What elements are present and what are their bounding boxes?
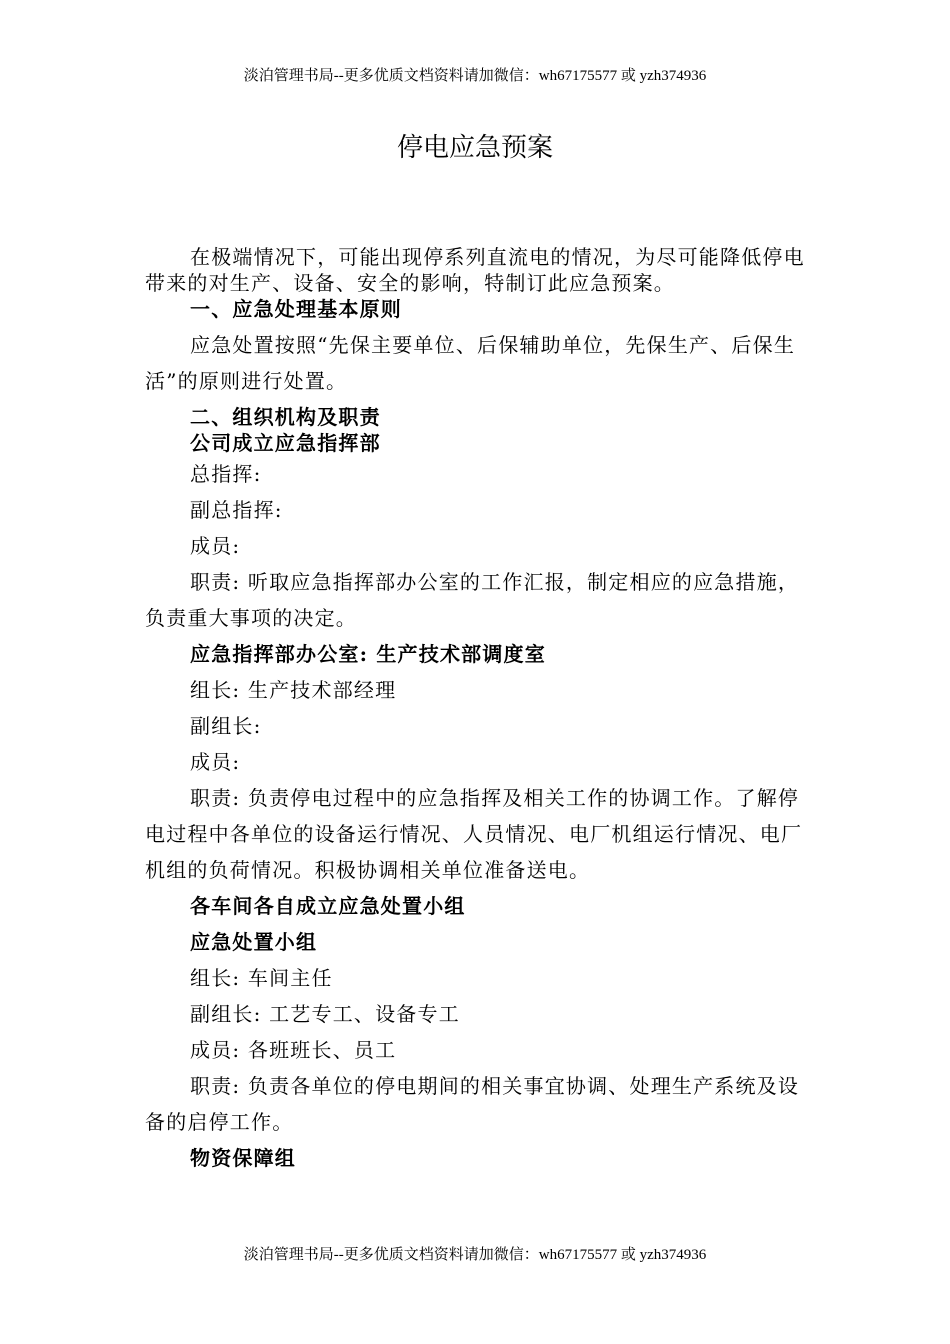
subheading-command: 公司成立应急指挥部	[190, 431, 381, 455]
line-group-leader: 组长: 车间主任	[190, 966, 333, 990]
intro-paragraph: 在极端情况下，可能出现停系列直流电的情况，为尽可能降低停电带来的对生产、设备、安全的影响，特制订此应急预案。	[145, 245, 805, 295]
line-team-leader: 组长: 生产技术部经理	[190, 678, 397, 702]
line-office-members: 成员:	[190, 750, 241, 774]
subheading-workshops: 各车间各自成立应急处置小组	[190, 894, 466, 918]
subheading-response-group: 应急处置小组	[190, 930, 318, 954]
section-heading-2: 二、组织机构及职责	[190, 405, 381, 429]
duty-paragraph-3: 职责: 负责各单位的停电期间的相关事宜协调、处理生产系统及设备的启停工作。	[145, 1074, 800, 1134]
line-group-members: 成员: 各班班长、员工	[190, 1038, 397, 1062]
line-members: 成员:	[190, 534, 241, 558]
line-group-deputy: 副组长: 工艺专工、设备专工	[190, 1002, 460, 1026]
duty-paragraph-1: 职责: 听取应急指挥部办公室的工作汇报，制定相应的应急措施，负责重大事项的决定。	[145, 570, 800, 630]
principle-paragraph: 应急处置按照“先保主要单位、后保辅助单位，先保生产、后保生活”的原则进行处置。	[145, 333, 796, 393]
subheading-materials: 物资保障组	[190, 1146, 296, 1170]
page-footer: 淡泊管理书局--更多优质文档资料请加微信：wh67175577 或 yzh374936	[243, 1247, 707, 1263]
section-heading-1: 一、应急处理基本原则	[190, 297, 402, 321]
subheading-office: 应急指挥部办公室: 生产技术部调度室	[190, 642, 546, 666]
line-commander: 总指挥:	[190, 462, 262, 486]
document-body	[145, 244, 807, 1176]
line-deputy-commander: 副总指挥:	[190, 498, 283, 522]
duty-paragraph-2: 职责: 负责停电过程中的应急指挥及相关工作的协调工作。了解停电过程中各单位的设备运行情况、人员情况、电厂机组运行情况、电厂机组的负荷情况。积极协调相关单位准备送电。	[145, 786, 803, 882]
line-deputy-leader: 副组长:	[190, 714, 262, 738]
document-title: 停电应急预案	[396, 133, 553, 163]
page-header: 淡泊管理书局--更多优质文档资料请加微信：wh67175577 或 yzh374936	[243, 68, 707, 84]
